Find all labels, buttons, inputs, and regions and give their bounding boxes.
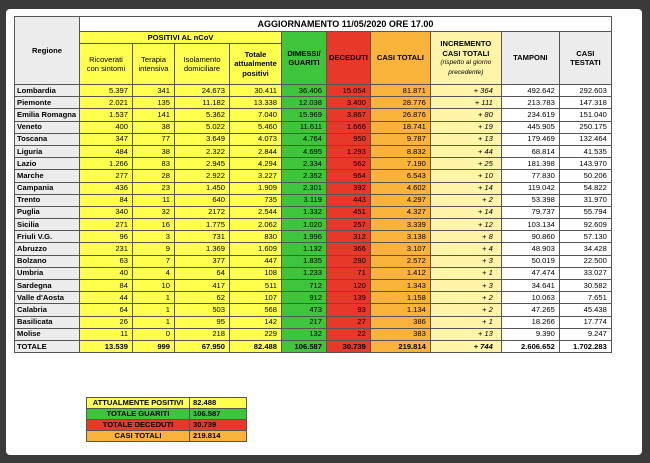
cell-terapia: 7 — [133, 255, 175, 267]
cell-ricoverati: 271 — [80, 219, 133, 231]
cell-dimessi: 4.695 — [282, 145, 327, 157]
cell-tamponi: 179.469 — [501, 133, 559, 145]
cell-tamponi: 213.783 — [501, 97, 559, 109]
cell-totale: 1.909 — [230, 182, 282, 194]
cell-testati: 41.535 — [559, 145, 611, 157]
cell-regione: TOTALE — [15, 340, 80, 352]
cell-casi: 3.138 — [370, 231, 430, 243]
cell-isolamento: 218 — [175, 328, 230, 340]
cell-casi: 81.871 — [370, 85, 430, 97]
cell-dimessi: 912 — [282, 292, 327, 304]
table-row — [15, 97, 612, 109]
cell-deceduti: 22 — [327, 328, 371, 340]
table-body — [15, 85, 612, 353]
cell-tamponi: 234.619 — [501, 109, 559, 121]
cell-tamponi: 34.641 — [501, 280, 559, 292]
cell-dimessi: 712 — [282, 280, 327, 292]
cell-incremento: + 12 — [430, 219, 501, 231]
cell-regione: Liguria — [15, 145, 80, 157]
table-row — [15, 316, 612, 328]
cell-ricoverati: 84 — [80, 194, 133, 206]
table-row — [15, 182, 612, 194]
cell-casi: 8.832 — [370, 145, 430, 157]
cell-incremento: + 1 — [430, 267, 501, 279]
summary-label: TOTALE GUARITI — [87, 409, 190, 420]
header-regione: Regione — [15, 17, 80, 85]
cell-incremento: + 25 — [430, 158, 501, 170]
cell-ricoverati: 5.397 — [80, 85, 133, 97]
cell-dimessi: 36.406 — [282, 85, 327, 97]
cell-testati: 30.582 — [559, 280, 611, 292]
table-row — [15, 219, 612, 231]
cell-incremento: + 2 — [430, 292, 501, 304]
cell-incremento: + 2 — [430, 304, 501, 316]
cell-dimessi: 473 — [282, 304, 327, 316]
cell-deceduti: 964 — [327, 170, 371, 182]
table-row — [15, 85, 612, 97]
cell-totale: 4.294 — [230, 158, 282, 170]
cell-casi: 4.602 — [370, 182, 430, 194]
header-incremento-note: (rispetto al giorno precedente) — [440, 59, 492, 76]
cell-testati: 54.822 — [559, 182, 611, 194]
cell-regione: Abruzzo — [15, 243, 80, 255]
cell-deceduti: 257 — [327, 219, 371, 231]
table-row — [15, 121, 612, 133]
cell-testati: 17.774 — [559, 316, 611, 328]
cell-incremento: + 3 — [430, 255, 501, 267]
cell-totale: 142 — [230, 316, 282, 328]
cell-ricoverati: 436 — [80, 182, 133, 194]
cell-tamponi: 10.063 — [501, 292, 559, 304]
cell-isolamento: 64 — [175, 267, 230, 279]
cell-testati: 55.794 — [559, 206, 611, 218]
summary-label: CASI TOTALI — [87, 431, 190, 442]
cell-ricoverati: 11 — [80, 328, 133, 340]
cell-deceduti: 1.293 — [327, 145, 371, 157]
cell-deceduti: 27 — [327, 316, 371, 328]
cell-dimessi: 2.301 — [282, 182, 327, 194]
cell-incremento: + 744 — [430, 340, 501, 352]
cell-incremento: + 13 — [430, 328, 501, 340]
cell-terapia: 0 — [133, 328, 175, 340]
cell-testati: 9.247 — [559, 328, 611, 340]
cell-deceduti: 392 — [327, 182, 371, 194]
cell-regione: Veneto — [15, 121, 80, 133]
cell-casi: 7.190 — [370, 158, 430, 170]
cell-dimessi: 106.587 — [282, 340, 327, 352]
summary-label: TOTALE DECEDUTI — [87, 420, 190, 431]
cell-dimessi: 1.835 — [282, 255, 327, 267]
table-row — [15, 304, 612, 316]
cell-ricoverati: 63 — [80, 255, 133, 267]
cell-casi: 1.343 — [370, 280, 430, 292]
cell-terapia: 135 — [133, 97, 175, 109]
cell-isolamento: 95 — [175, 316, 230, 328]
cell-dimessi: 3.119 — [282, 194, 327, 206]
cell-regione: Umbria — [15, 267, 80, 279]
cell-testati: 292.603 — [559, 85, 611, 97]
cell-casi: 9.787 — [370, 133, 430, 145]
cell-deceduti: 139 — [327, 292, 371, 304]
cell-testati: 33.027 — [559, 267, 611, 279]
cell-casi: 18.741 — [370, 121, 430, 133]
cell-testati: 45.438 — [559, 304, 611, 316]
cell-incremento: + 14 — [430, 182, 501, 194]
summary-row — [87, 431, 247, 442]
cell-ricoverati: 84 — [80, 280, 133, 292]
header-tamponi: TAMPONI — [501, 32, 559, 85]
cell-regione: Basilicata — [15, 316, 80, 328]
header-terapia: Terapia intensiva — [133, 44, 175, 85]
cell-casi: 26.876 — [370, 109, 430, 121]
cell-totale: 4.073 — [230, 133, 282, 145]
cell-regione: Calabria — [15, 304, 80, 316]
cell-ricoverati: 40 — [80, 267, 133, 279]
cell-deceduti: 3.400 — [327, 97, 371, 109]
cell-isolamento: 1.775 — [175, 219, 230, 231]
summary-value: 30.739 — [190, 420, 247, 431]
cell-tamponi: 445.905 — [501, 121, 559, 133]
cell-deceduti: 443 — [327, 194, 371, 206]
cell-terapia: 999 — [133, 340, 175, 352]
header-dimessi: DIMESSI/ GUARITI — [282, 32, 327, 85]
cell-totale: 447 — [230, 255, 282, 267]
cell-casi: 1.134 — [370, 304, 430, 316]
table-row — [15, 194, 612, 206]
table-row — [15, 133, 612, 145]
cell-totale: 13.338 — [230, 97, 282, 109]
cell-testati: 34.428 — [559, 243, 611, 255]
cell-ricoverati: 400 — [80, 121, 133, 133]
table-row — [15, 170, 612, 182]
cell-tamponi: 50.019 — [501, 255, 559, 267]
cell-testati: 151.040 — [559, 109, 611, 121]
cell-testati: 147.318 — [559, 97, 611, 109]
cell-incremento: + 2 — [430, 194, 501, 206]
cell-incremento: + 13 — [430, 133, 501, 145]
cell-dimessi: 1.132 — [282, 243, 327, 255]
cell-totale: 7.040 — [230, 109, 282, 121]
cell-casi: 386 — [370, 316, 430, 328]
total-row — [15, 340, 612, 352]
table-row — [15, 145, 612, 157]
table-row — [15, 158, 612, 170]
cell-regione: Emilia Romagna — [15, 109, 80, 121]
cell-terapia: 38 — [133, 121, 175, 133]
cell-dimessi: 11.611 — [282, 121, 327, 133]
cell-tamponi: 103.134 — [501, 219, 559, 231]
cell-regione: Bolzano — [15, 255, 80, 267]
bulletin-sheet — [6, 9, 642, 455]
cell-deceduti: 3.867 — [327, 109, 371, 121]
cell-terapia: 341 — [133, 85, 175, 97]
cell-dimessi: 4.764 — [282, 133, 327, 145]
cell-incremento: + 8 — [430, 231, 501, 243]
cell-tamponi: 90.860 — [501, 231, 559, 243]
cell-ricoverati: 64 — [80, 304, 133, 316]
cell-ricoverati: 231 — [80, 243, 133, 255]
cell-casi: 219.814 — [370, 340, 430, 352]
cell-deceduti: 71 — [327, 267, 371, 279]
cell-totale: 107 — [230, 292, 282, 304]
cell-regione: Puglia — [15, 206, 80, 218]
cell-deceduti: 93 — [327, 304, 371, 316]
cell-totale: 229 — [230, 328, 282, 340]
cell-isolamento: 503 — [175, 304, 230, 316]
header-totale-positivi: Totale attualmente positivi — [230, 44, 282, 85]
header-positivi-group: POSITIVI AL nCoV — [80, 32, 282, 44]
cell-regione: Sicilia — [15, 219, 80, 231]
cell-isolamento: 2172 — [175, 206, 230, 218]
cell-terapia: 77 — [133, 133, 175, 145]
cell-tamponi: 9.390 — [501, 328, 559, 340]
cell-totale: 108 — [230, 267, 282, 279]
cell-tamponi: 77.830 — [501, 170, 559, 182]
cell-regione: Friuli V.G. — [15, 231, 80, 243]
cell-tamponi: 47.265 — [501, 304, 559, 316]
header-casi-totali: CASI TOTALI — [370, 32, 430, 85]
cell-incremento: + 44 — [430, 145, 501, 157]
cell-incremento: + 1 — [430, 316, 501, 328]
cell-terapia: 10 — [133, 280, 175, 292]
cell-dimessi: 1.233 — [282, 267, 327, 279]
cell-dimessi: 132 — [282, 328, 327, 340]
cell-isolamento: 62 — [175, 292, 230, 304]
cell-casi: 6.543 — [370, 170, 430, 182]
cell-testati: 57.130 — [559, 231, 611, 243]
summary-row — [87, 409, 247, 420]
cell-dimessi: 15.969 — [282, 109, 327, 121]
cell-terapia: 9 — [133, 243, 175, 255]
cell-totale: 511 — [230, 280, 282, 292]
header-isolamento: Isolamento domiciliare — [175, 44, 230, 85]
cell-deceduti: 366 — [327, 243, 371, 255]
cell-isolamento: 2.922 — [175, 170, 230, 182]
cell-casi: 383 — [370, 328, 430, 340]
cell-regione: Sardegna — [15, 280, 80, 292]
cell-ricoverati: 2.021 — [80, 97, 133, 109]
cell-tamponi: 119.042 — [501, 182, 559, 194]
cell-tamponi: 181.398 — [501, 158, 559, 170]
table-title: AGGIORNAMENTO 11/05/2020 ORE 17.00 — [80, 17, 612, 32]
cell-isolamento: 640 — [175, 194, 230, 206]
cell-terapia: 23 — [133, 182, 175, 194]
cell-totale: 830 — [230, 231, 282, 243]
cell-casi: 4.297 — [370, 194, 430, 206]
cell-incremento: + 80 — [430, 109, 501, 121]
cell-dimessi: 217 — [282, 316, 327, 328]
cell-totale: 2.544 — [230, 206, 282, 218]
cell-casi: 28.776 — [370, 97, 430, 109]
cell-isolamento: 2.322 — [175, 145, 230, 157]
summary-box — [86, 397, 247, 442]
summary-label: ATTUALMENTE POSITIVI — [87, 398, 190, 409]
cell-dimessi: 12.038 — [282, 97, 327, 109]
cell-testati: 7.651 — [559, 292, 611, 304]
cell-regione: Lombardia — [15, 85, 80, 97]
cell-ricoverati: 340 — [80, 206, 133, 218]
cell-dimessi: 1.332 — [282, 206, 327, 218]
table-row — [15, 328, 612, 340]
header-incremento — [430, 32, 501, 85]
cell-casi: 1.158 — [370, 292, 430, 304]
cell-terapia: 141 — [133, 109, 175, 121]
table-row — [15, 255, 612, 267]
table-row — [15, 206, 612, 218]
cell-isolamento: 3.649 — [175, 133, 230, 145]
cell-incremento: + 4 — [430, 243, 501, 255]
cell-regione: Toscana — [15, 133, 80, 145]
cell-dimessi: 2.334 — [282, 158, 327, 170]
cell-testati: 143.970 — [559, 158, 611, 170]
cell-tamponi: 48.903 — [501, 243, 559, 255]
cell-incremento: + 3 — [430, 280, 501, 292]
cell-isolamento: 1.369 — [175, 243, 230, 255]
cell-casi: 3.107 — [370, 243, 430, 255]
table-row — [15, 267, 612, 279]
summary-value: 219.814 — [190, 431, 247, 442]
cell-deceduti: 562 — [327, 158, 371, 170]
cell-totale: 2.844 — [230, 145, 282, 157]
cell-totale: 3.227 — [230, 170, 282, 182]
cell-isolamento: 417 — [175, 280, 230, 292]
cell-deceduti: 451 — [327, 206, 371, 218]
cell-isolamento: 11.182 — [175, 97, 230, 109]
cell-isolamento: 5.022 — [175, 121, 230, 133]
cell-ricoverati: 277 — [80, 170, 133, 182]
cell-terapia: 4 — [133, 267, 175, 279]
cell-deceduti: 950 — [327, 133, 371, 145]
cell-tamponi: 2.606.652 — [501, 340, 559, 352]
cell-totale: 5.460 — [230, 121, 282, 133]
cell-tamponi: 492.642 — [501, 85, 559, 97]
cell-terapia: 1 — [133, 316, 175, 328]
cell-isolamento: 24.673 — [175, 85, 230, 97]
cell-testati: 1.702.283 — [559, 340, 611, 352]
cell-regione: Campania — [15, 182, 80, 194]
cell-testati: 50.206 — [559, 170, 611, 182]
header-casi-testati: CASI TESTATI — [559, 32, 611, 85]
cell-incremento: + 10 — [430, 170, 501, 182]
header-ricoverati: Ricoverati con sintomi — [80, 44, 133, 85]
table-row — [15, 243, 612, 255]
cell-deceduti: 120 — [327, 280, 371, 292]
cell-tamponi: 68.814 — [501, 145, 559, 157]
cell-dimessi: 2.352 — [282, 170, 327, 182]
cell-deceduti: 312 — [327, 231, 371, 243]
summary-row — [87, 420, 247, 431]
header-incremento-label: INCREMENTO CASI TOTALI — [440, 39, 492, 58]
summary-value: 82.488 — [190, 398, 247, 409]
cell-terapia: 16 — [133, 219, 175, 231]
cell-regione: Molise — [15, 328, 80, 340]
cell-testati: 22.500 — [559, 255, 611, 267]
cell-incremento: + 19 — [430, 121, 501, 133]
cell-terapia: 38 — [133, 145, 175, 157]
cell-testati: 31.970 — [559, 194, 611, 206]
cell-deceduti: 290 — [327, 255, 371, 267]
cell-casi: 1.412 — [370, 267, 430, 279]
table-row — [15, 280, 612, 292]
summary-value: 106.587 — [190, 409, 247, 420]
cell-deceduti: 15.054 — [327, 85, 371, 97]
cell-ricoverati: 1.537 — [80, 109, 133, 121]
cell-testati: 250.175 — [559, 121, 611, 133]
cell-dimessi: 1.996 — [282, 231, 327, 243]
cell-ricoverati: 44 — [80, 292, 133, 304]
cell-isolamento: 2.945 — [175, 158, 230, 170]
cell-totale: 735 — [230, 194, 282, 206]
cell-isolamento: 1.450 — [175, 182, 230, 194]
cell-deceduti: 30.739 — [327, 340, 371, 352]
cell-tamponi: 47.474 — [501, 267, 559, 279]
covid-region-table — [14, 16, 612, 353]
cell-ricoverati: 13.539 — [80, 340, 133, 352]
cell-totale: 2.062 — [230, 219, 282, 231]
cell-tamponi: 53.398 — [501, 194, 559, 206]
cell-isolamento: 731 — [175, 231, 230, 243]
table-row — [15, 292, 612, 304]
cell-ricoverati: 26 — [80, 316, 133, 328]
cell-ricoverati: 96 — [80, 231, 133, 243]
header-deceduti: DECEDUTI — [327, 32, 371, 85]
cell-incremento: + 111 — [430, 97, 501, 109]
cell-casi: 2.572 — [370, 255, 430, 267]
cell-terapia: 1 — [133, 304, 175, 316]
cell-testati: 92.609 — [559, 219, 611, 231]
cell-regione: Lazio — [15, 158, 80, 170]
cell-regione: Piemonte — [15, 97, 80, 109]
cell-terapia: 83 — [133, 158, 175, 170]
cell-totale: 568 — [230, 304, 282, 316]
cell-terapia: 1 — [133, 292, 175, 304]
cell-isolamento: 377 — [175, 255, 230, 267]
cell-ricoverati: 484 — [80, 145, 133, 157]
table-row — [15, 231, 612, 243]
cell-deceduti: 1.666 — [327, 121, 371, 133]
cell-incremento: + 14 — [430, 206, 501, 218]
cell-totale: 82.488 — [230, 340, 282, 352]
cell-casi: 4.327 — [370, 206, 430, 218]
cell-ricoverati: 1.266 — [80, 158, 133, 170]
table-row — [15, 109, 612, 121]
cell-tamponi: 18.266 — [501, 316, 559, 328]
cell-testati: 132.464 — [559, 133, 611, 145]
cell-casi: 3.339 — [370, 219, 430, 231]
cell-isolamento: 67.950 — [175, 340, 230, 352]
cell-ricoverati: 347 — [80, 133, 133, 145]
cell-terapia: 32 — [133, 206, 175, 218]
cell-isolamento: 5.362 — [175, 109, 230, 121]
cell-tamponi: 79.737 — [501, 206, 559, 218]
cell-regione: Trento — [15, 194, 80, 206]
cell-regione: Valle d'Aosta — [15, 292, 80, 304]
cell-totale: 1.609 — [230, 243, 282, 255]
cell-totale: 30.411 — [230, 85, 282, 97]
cell-dimessi: 1.020 — [282, 219, 327, 231]
cell-incremento: + 364 — [430, 85, 501, 97]
summary-row — [87, 398, 247, 409]
cell-terapia: 3 — [133, 231, 175, 243]
cell-terapia: 28 — [133, 170, 175, 182]
cell-regione: Marche — [15, 170, 80, 182]
cell-terapia: 11 — [133, 194, 175, 206]
